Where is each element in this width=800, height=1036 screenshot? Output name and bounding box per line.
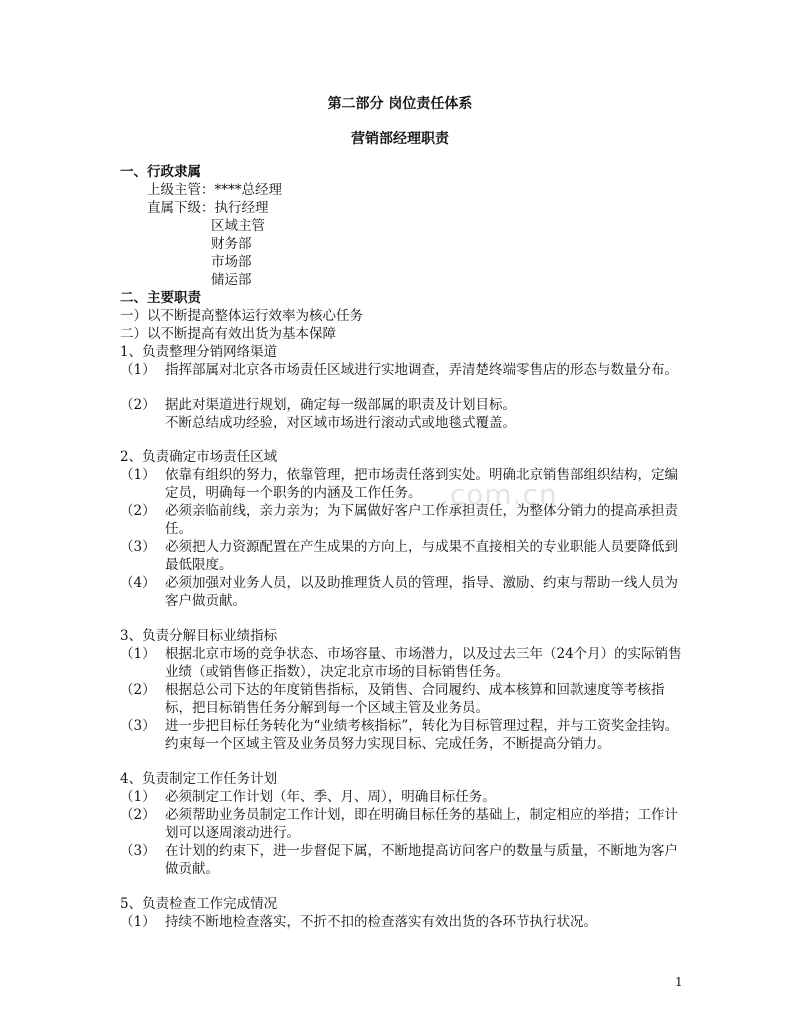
subordinate-item: 区域主管 xyxy=(211,218,265,234)
section-heading: 二、主要职责 xyxy=(120,290,201,306)
item-number: （3） xyxy=(120,843,156,859)
subordinate-item: 储运部 xyxy=(211,272,252,288)
subordinate-item: 市场部 xyxy=(211,254,252,270)
item-text: 指挥部属对北京各市场责任区域进行实地调查，弄清楚终端零售店的形态与数量分布。 xyxy=(165,362,678,378)
duty-heading: 1、负责整理分销网络渠道 xyxy=(120,344,278,360)
item-text: 必须帮助业务员制定工作计划，即在明确目标任务的基础上，制定相应的举措；工作计划可以逐周滚动进行。 xyxy=(165,807,678,841)
item-text: 必须把人力资源配置在产生成果的方向上，与成果不直接相关的专业职能人员要降低到最低限度。 xyxy=(165,539,678,573)
principle-line: 二）以不断提高有效出货为基本保障 xyxy=(120,326,336,342)
superior-line: 上级主管：****总经理 xyxy=(147,182,282,198)
item-number: （2） xyxy=(120,503,156,519)
item-text: 在计划的约束下，进一步督促下属，不断地提高访问客户的数量与质量，不断地为客户做贡献。 xyxy=(165,843,678,877)
subordinate-item: 财务部 xyxy=(211,236,252,252)
item-number: （2） xyxy=(120,397,156,413)
duty-heading: 4、负责制定工作任务计划 xyxy=(120,771,278,787)
item-number: （1） xyxy=(120,467,156,483)
item-number: （1） xyxy=(120,362,156,378)
item-text: 不断总结成功经验，对区域市场进行滚动式或地毯式覆盖。 xyxy=(165,415,516,431)
principle-line: 一）以不断提高整体运行效率为核心任务 xyxy=(120,308,363,324)
item-number: （3） xyxy=(120,539,156,555)
item-text: 依靠有组织的努力，依靠管理，把市场责任落到实处。明确北京销售部组织结构，定编定员，明确每一个职务的内涵及工作任务。 xyxy=(165,467,678,501)
section-heading: 一、行政隶属 xyxy=(120,164,201,180)
item-number: （2） xyxy=(120,682,156,698)
item-number: （3） xyxy=(120,718,156,734)
item-text: 据此对渠道进行规划，确定每一级部属的职责及计划目标。 xyxy=(165,397,516,413)
item-text: 必须制定工作计划（年、季、月、周），明确目标任务。 xyxy=(165,789,496,805)
item-number: （2） xyxy=(120,807,156,823)
duty-heading: 3、负责分解目标业绩指标 xyxy=(120,628,278,644)
duty-heading: 5、负责检查工作完成情况 xyxy=(120,896,278,912)
item-text: 必须加强对业务人员，以及助推理货人员的管理，指导、激励、约束与帮助一线人员为客户做贡献。 xyxy=(165,575,678,609)
page-title: 第二部分 岗位责任体系 xyxy=(327,96,473,112)
duty-heading: 2、负责确定市场责任区域 xyxy=(120,449,278,465)
item-number: （1） xyxy=(120,789,156,805)
item-number: （1） xyxy=(120,914,156,930)
item-text: 根据北京市场的竞争状态、市场容量、市场潜力，以及过去三年（24个月）的实际销售业绩（或销售修正指数），决定北京市场的目标销售任务。 xyxy=(165,646,682,680)
item-text: 进一步把目标任务转化为“业绩考核指标”，转化为目标管理过程，并与工资奖金挂钩。约束每一个区域主管及业务员努力实现目标、完成任务，不断提高分销力。 xyxy=(165,718,679,752)
watermark: .com.cn xyxy=(440,478,558,511)
direct-reports-line: 直属下级：执行经理 xyxy=(147,200,269,216)
item-text: 根据总公司下达的年度销售指标，及销售、合同履约、成本核算和回款速度等考核指标，把目标销售任务分解到每一个区域主管及业务员。 xyxy=(165,682,665,716)
item-number: （1） xyxy=(120,646,156,662)
item-text: 持续不断地检查落实，不折不扣的检查落实有效出货的各环节执行状况。 xyxy=(165,914,597,930)
item-text: 必须亲临前线，亲力亲为；为下属做好客户工作承担责任，为整体分销力的提高承担责任。 xyxy=(165,503,678,537)
page-number: 1 xyxy=(675,975,683,989)
item-number: （4） xyxy=(120,575,156,591)
page-subtitle: 营销部经理职责 xyxy=(351,131,449,147)
